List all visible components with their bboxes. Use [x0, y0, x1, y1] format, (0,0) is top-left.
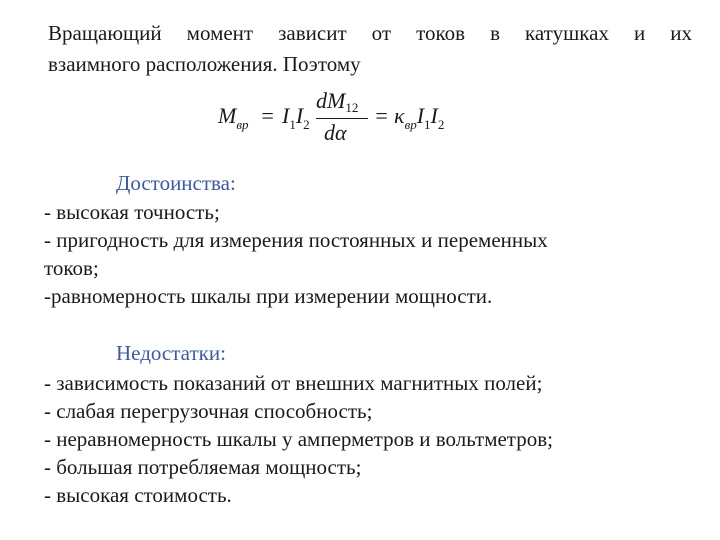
list-item: - пригодность для измерения постоянных и переменных — [44, 228, 548, 252]
formula-lhs: $M_{вр}$ — [218, 103, 249, 132]
intro-line-2: взаимного расположения. Поэтому — [48, 52, 361, 76]
list-item: - неравномерность шкалы у амперметров и вольтметров; — [44, 427, 553, 451]
advantages-list — [44, 198, 548, 310]
list-item: - зависимость показаний от внешних магнитных полей; — [44, 371, 543, 395]
list-item: - большая потребляемая мощность; — [44, 455, 362, 479]
intro-paragraph — [48, 18, 692, 80]
list-item: - высокая стоимость. — [44, 483, 232, 507]
list-item: - высокая точность; — [44, 200, 220, 224]
formula-equals-2: = — [374, 103, 389, 128]
intro-line-1: Вращающий момент зависит от токов в катушках и их — [48, 21, 692, 45]
formula-numerator: dM12 — [316, 88, 359, 115]
formula-currents-left: $I_1I_2$ — [282, 103, 310, 132]
formula-denominator: dα — [324, 120, 347, 145]
advantages-title: Достоинства: — [116, 171, 236, 195]
formula-equals-1: = — [260, 103, 275, 128]
list-item: токов; — [44, 256, 99, 280]
disadvantages-list — [44, 369, 553, 509]
formula-rhs: $\kappa_{вр}I_1I_2$ — [394, 103, 445, 132]
disadvantages-title: Недостатки: — [116, 341, 226, 365]
torque-formula — [218, 88, 478, 148]
list-item: -равномерность шкалы при измерении мощности. — [44, 284, 493, 308]
list-item: - слабая перегрузочная способность; — [44, 399, 373, 423]
